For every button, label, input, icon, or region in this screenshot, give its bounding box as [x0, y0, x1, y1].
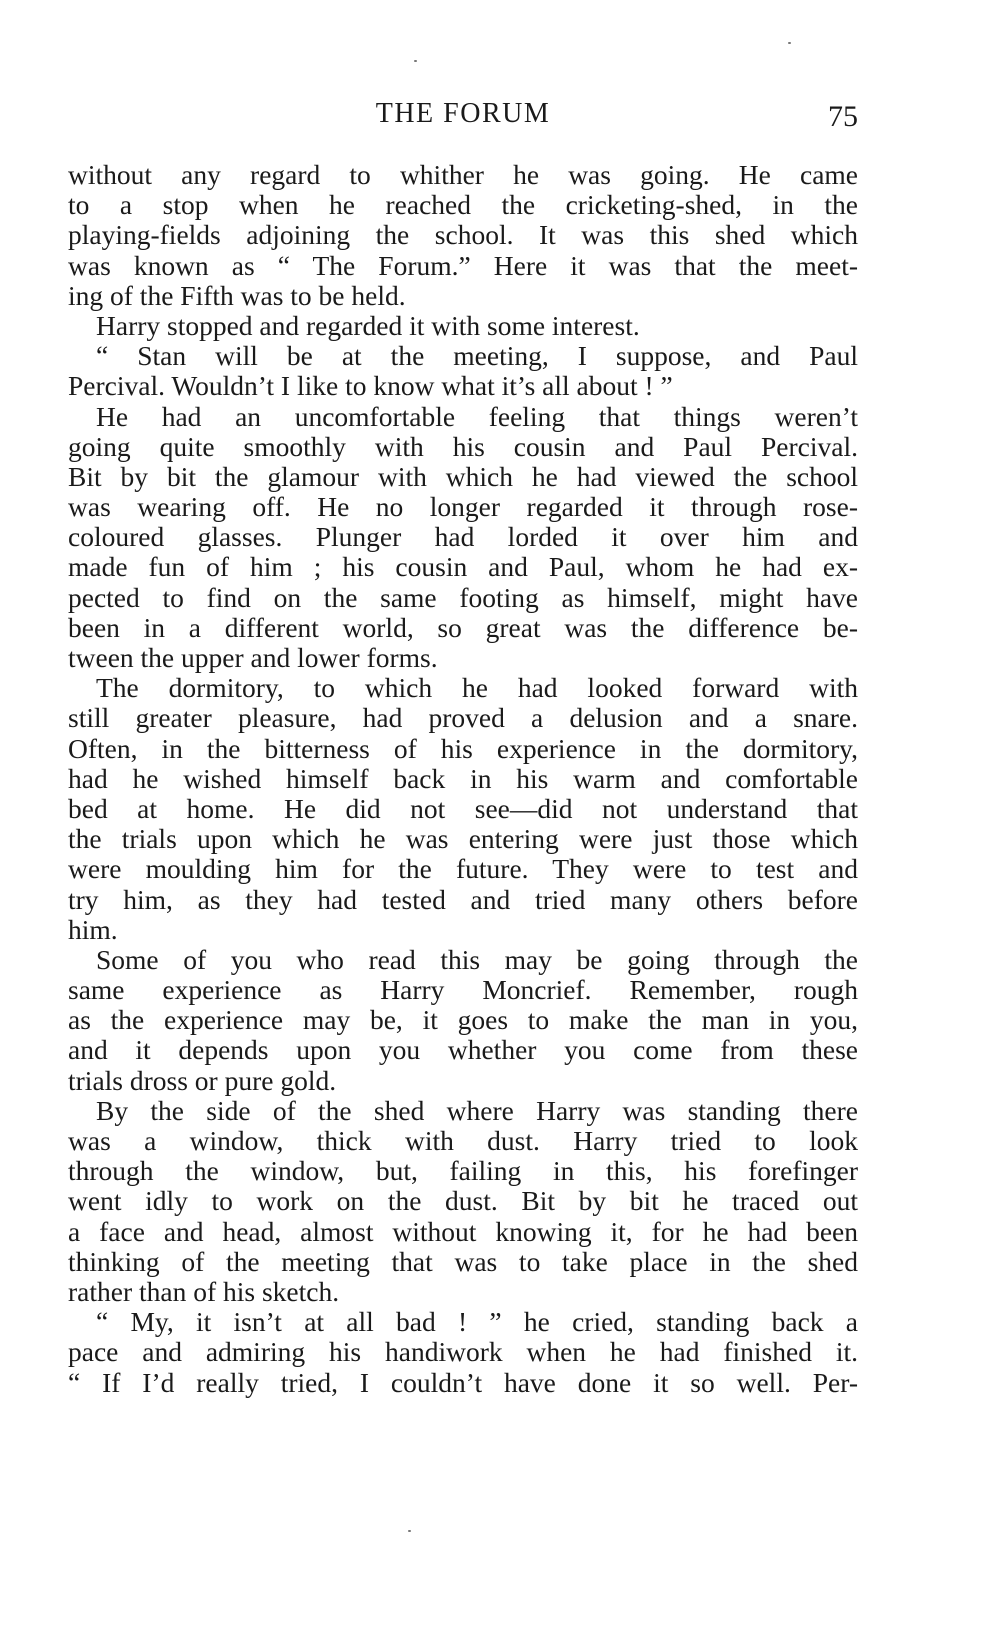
text-line: tween the upper and lower forms. — [68, 642, 438, 673]
text-line: “ My, it isn’t at all bad ! ” he cried, standing back a — [96, 1306, 858, 1338]
text-line: had he wished himself back in his warm and comfortable — [68, 762, 858, 794]
text-line: were moulding him for the future. They were to test and — [68, 853, 858, 885]
text-line: to a stop when he reached the cricketing-shed, in the — [68, 189, 858, 221]
text-line: pace and admiring his handiwork when he had finished it. — [68, 1336, 858, 1368]
text-line: went idly to work on the dust. Bit by bit he traced out — [68, 1185, 858, 1217]
text-line: was wearing off. He no longer regarded it through rose- — [68, 491, 858, 523]
page-number: 75 — [828, 100, 858, 133]
text-line: a face and head, almost without knowing it, for he had been — [68, 1215, 858, 1247]
text-line: was a window, thick with dust. Harry tried to look — [68, 1125, 858, 1156]
text-line: try him, as they had tested and tried many others before — [68, 883, 858, 915]
text-line: The dormitory, to which he had looked forward with — [96, 672, 858, 704]
text-line: still greater pleasure, had proved a delusion and a snare. — [68, 702, 858, 734]
page-header — [68, 98, 858, 138]
text-line: been in a different world, so great was the difference be- — [68, 611, 858, 643]
text-line: Often, in the bitterness of his experience in the dormitory, — [68, 732, 858, 764]
text-line: ing of the Fifth was to be held. — [68, 279, 406, 311]
running-title: THE FORUM — [375, 98, 551, 129]
text-line: pected to find on the same footing as himself, might have — [68, 581, 858, 613]
text-line: Some of you who read this may be going through the — [96, 943, 858, 975]
text-line: through the window, but, failing in this, his forefinger — [68, 1155, 858, 1187]
text-line: him. — [68, 913, 118, 945]
text-line: coloured glasses. Plunger had lorded it over him and — [68, 521, 858, 553]
text-line: was known as “ The Forum.” Here it was that the meet- — [68, 249, 858, 281]
text-line: the trials upon which he was entering were just those which — [68, 823, 858, 855]
text-line: He had an uncomfortable feeling that things weren’t — [96, 400, 858, 432]
text-line: and it depends upon you whether you come from these — [68, 1034, 858, 1066]
text-line: as the experience may be, it goes to make the man in you, — [68, 1004, 858, 1036]
print-speck — [788, 42, 791, 44]
print-speck — [414, 60, 417, 62]
text-line: playing-fields adjoining the school. It was this shed which — [68, 219, 858, 251]
print-speck — [408, 1530, 411, 1532]
text-line: same experience as Harry Moncrief. Remember, rough — [68, 974, 858, 1006]
text-line: going quite smoothly with his cousin and Paul Percival. — [68, 430, 858, 462]
text-line: bed at home. He did not see—did not understand that — [68, 792, 858, 824]
text-line: without any regard to whither he was going. He came — [68, 159, 858, 190]
text-line: Percival. Wouldn’t I like to know what it’s all about ! ” — [68, 370, 673, 402]
text-line: “ Stan will be at the meeting, I suppose, and Paul — [96, 340, 858, 372]
body-text — [68, 160, 858, 1398]
text-line: trials dross or pure gold. — [68, 1064, 337, 1096]
text-line: Bit by bit the glamour with which he had viewed the school — [68, 460, 858, 492]
text-line: By the side of the shed where Harry was standing there — [96, 1094, 858, 1126]
text-line: “ If I’d really tried, I couldn’t have done it so well. Per- — [68, 1366, 858, 1398]
text-line: Harry stopped and regarded it with some interest. — [96, 309, 640, 341]
text-line: thinking of the meeting that was to take place in the shed — [68, 1245, 858, 1277]
text-line: rather than of his sketch. — [68, 1275, 340, 1307]
text-line: made fun of him ; his cousin and Paul, whom he had ex- — [68, 551, 858, 583]
